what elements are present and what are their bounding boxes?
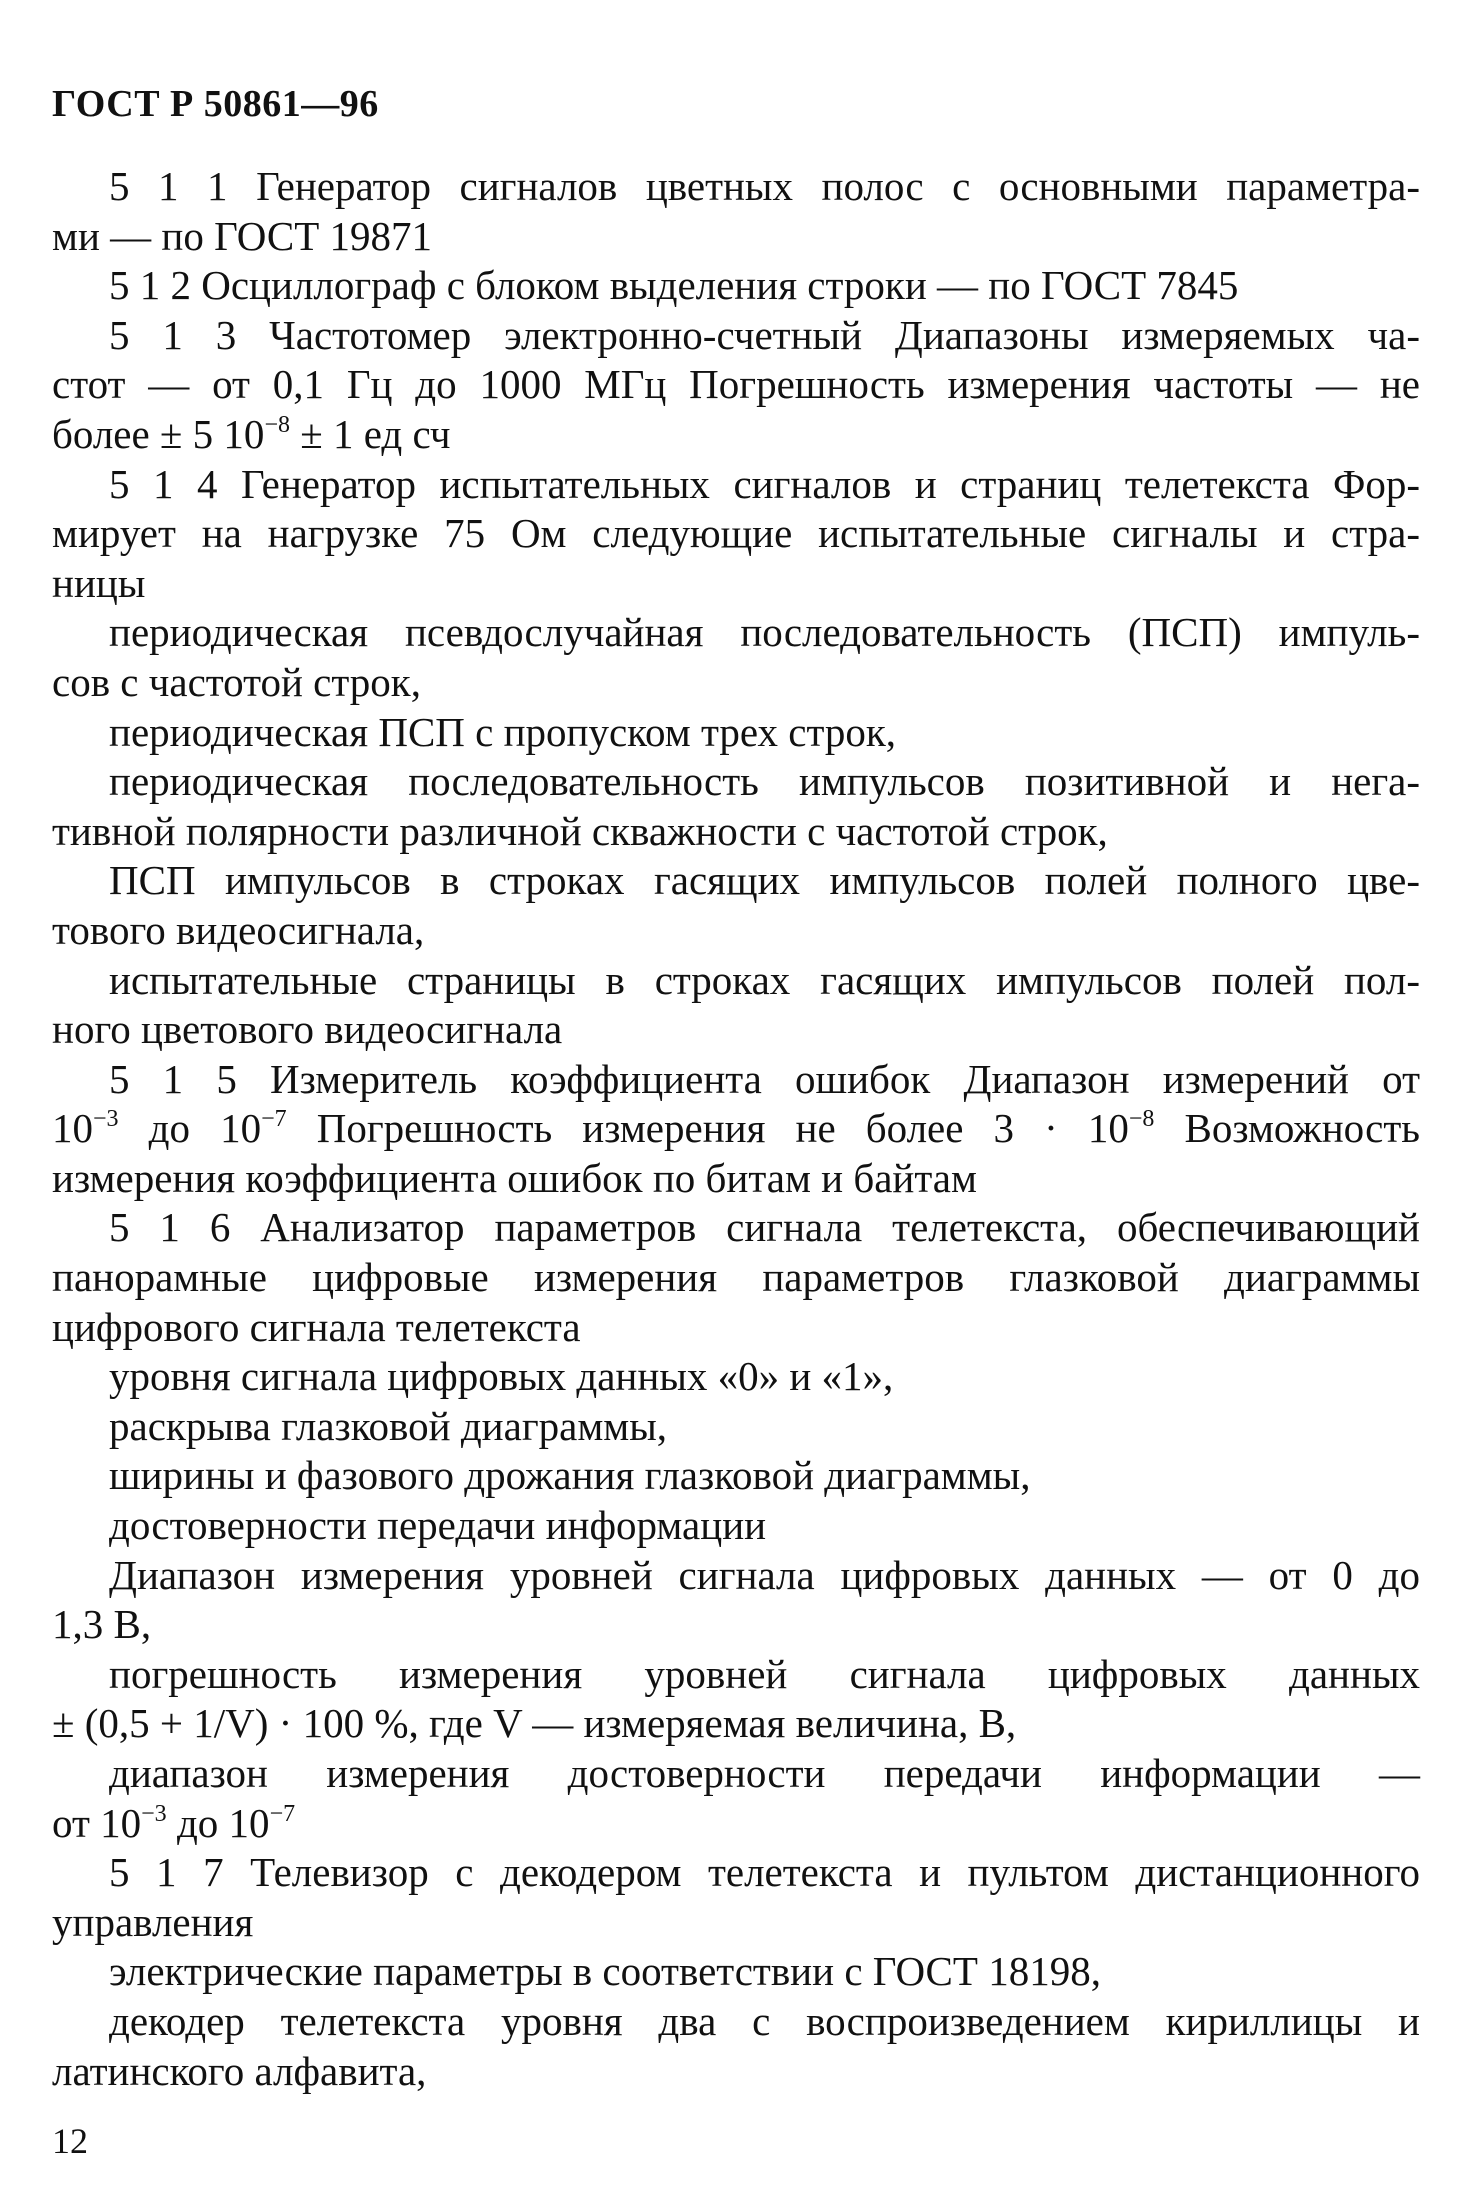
paragraph-5-1-4 <box>52 460 1420 1055</box>
text-line: цифрового сигнала телетекста <box>52 1303 581 1350</box>
paragraph-5-1-7 <box>52 1848 1420 2096</box>
text-line: 5 1 7 Телевизор с декодером телетекста и пультом дистанционного <box>109 1849 1420 1896</box>
text-fragment: Возможность <box>1154 1105 1420 1152</box>
text-line: ницы <box>52 559 146 606</box>
text-line: ного цветового видеосигнала <box>52 1006 563 1053</box>
document-header: ГОСТ Р 50861—96 <box>52 83 379 125</box>
text-line: латинского алфавита, <box>52 2047 427 2094</box>
text-line: погрешность измерения уровней сигнала цифровых данных <box>109 1650 1420 1697</box>
exponent: −7 <box>261 1106 287 1133</box>
text-line: 5 1 5 Измеритель коэффициента ошибок Диапазон измерений от <box>109 1055 1420 1102</box>
text-line: периодическая последовательность импульсов позитивной и нега- <box>109 758 1420 805</box>
text-line <box>52 1104 1420 1154</box>
text-line: испытательные страницы в строках гасящих импульсов полей пол- <box>109 956 1420 1003</box>
exponent: −7 <box>269 1800 296 1827</box>
text-fragment: ± 1 ед сч <box>289 410 451 457</box>
text-fragment: Погрешность измерения не более 3 · 10 <box>286 1105 1129 1152</box>
paragraph-5-1-5 <box>52 1055 1420 1204</box>
text-line: уровня сигнала цифровых данных «0» и «1», <box>109 1353 894 1400</box>
paragraph-5-1-1 <box>52 162 1420 261</box>
exponent: −8 <box>1128 1106 1155 1133</box>
text-line <box>52 410 1420 460</box>
text-line: 5 1 3 Частотомер электронно-счетный Диапазоны измеряемых ча- <box>109 311 1420 358</box>
text-line <box>52 1799 1420 1849</box>
text-line: мирует на нагрузке 75 Ом следующие испытательные сигналы и стра- <box>52 510 1420 557</box>
exponent: −3 <box>141 1800 167 1827</box>
text-line: стот — от 0,1 Гц до 1000 МГц Погрешность измерения частоты — не <box>52 361 1420 408</box>
text-line: раскрыва глазковой диаграммы, <box>109 1402 668 1449</box>
text-line: ми — по ГОСТ 19871 <box>52 212 433 259</box>
text-line: диапазон измерения достоверности передачи информации — <box>109 1750 1420 1796</box>
text-line: 1,3 В, <box>52 1601 152 1648</box>
exponent: −8 <box>264 411 290 438</box>
paragraph-5-1-6 <box>52 1203 1420 1848</box>
text-fragment: до 10 <box>166 1799 270 1846</box>
text-line: 5 1 2 Осциллограф с блоком выделения строки — по ГОСТ 7845 <box>109 262 1239 309</box>
text-line: достоверности передачи информации <box>109 1502 767 1549</box>
text-fragment: 10 <box>52 1105 93 1152</box>
text-fragment: более ± 5 10 <box>52 410 265 457</box>
text-line: 5 1 4 Генератор испытательных сигналов и страниц телетекста Фор- <box>109 460 1420 507</box>
text-line: ± (0,5 + 1/V) · 100 %, где V — измеряемая величина, В, <box>52 1700 1017 1747</box>
text-line: панорамные цифровые измерения параметров глазковой диаграммы <box>52 1254 1420 1301</box>
text-line: ширины и фазового дрожания глазковой диаграммы, <box>109 1452 1031 1499</box>
exponent: −3 <box>93 1106 119 1133</box>
page-number: 12 <box>52 2121 88 2161</box>
text-line: управления <box>52 1898 254 1945</box>
text-line: сов с частотой строк, <box>52 658 421 705</box>
paragraph-5-1-3 <box>52 311 1420 460</box>
text-line: периодическая ПСП с пропуском трех строк, <box>109 708 897 755</box>
text-fragment: до 10 <box>118 1105 262 1152</box>
text-fragment: от 10 <box>52 1799 142 1846</box>
text-line: декодер телетекста уровня два с воспроизведением кириллицы и <box>109 1997 1420 2044</box>
text-line: тивной полярности различной скважности с частотой строк, <box>52 807 1108 854</box>
text-line: 5 1 1 Генератор сигналов цветных полос с основными параметра- <box>109 163 1420 209</box>
paragraph-5-1-2 <box>52 261 1420 311</box>
text-line: 5 1 6 Анализатор параметров сигнала телетекста, обеспечивающий <box>109 1204 1420 1251</box>
document-body <box>52 162 1420 2096</box>
text-line: периодическая псевдослучайная последовательность (ПСП) импуль- <box>109 609 1420 656</box>
text-line: электрические параметры в соответствии с ГОСТ 18198, <box>109 1948 1101 1995</box>
text-line: Диапазон измерения уровней сигнала цифровых данных — от 0 до <box>109 1551 1420 1598</box>
text-line: измерения коэффициента ошибок по битам и байтам <box>52 1154 977 1201</box>
text-line: ПСП импульсов в строках гасящих импульсов полей полного цве- <box>109 857 1420 904</box>
text-line: тового видеосигнала, <box>52 906 425 953</box>
